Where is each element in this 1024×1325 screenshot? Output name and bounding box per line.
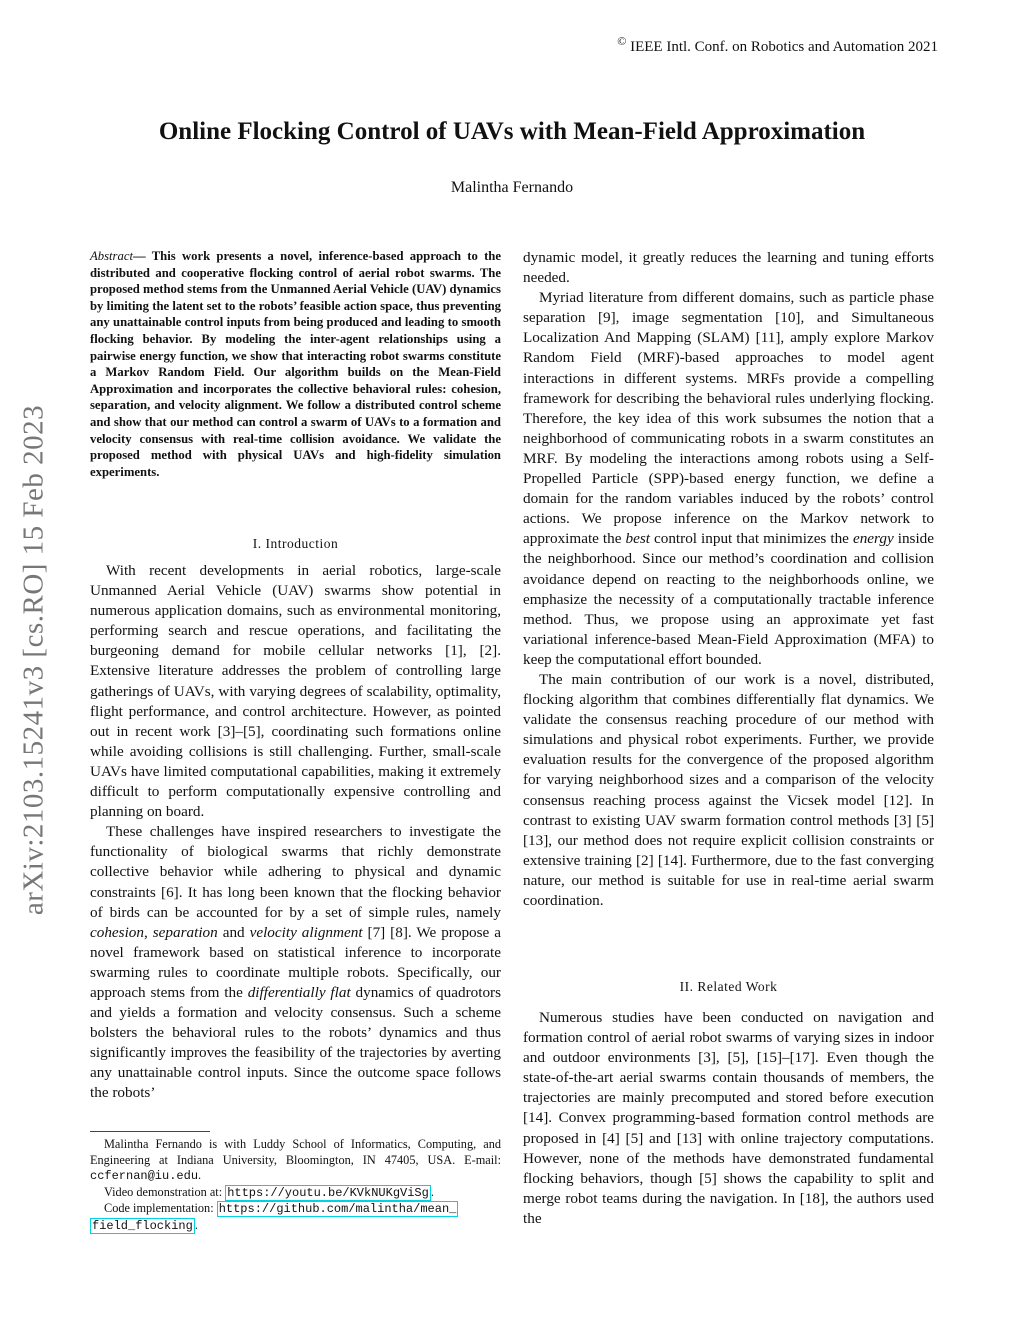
- code-link-continued[interactable]: field_flocking: [92, 1218, 193, 1233]
- abstract-text: — This work presents a novel, inference-based approach to the distributed and cooperative flocking control of aerial robot swarms. The proposed method stems from the Unmanned Aerial Vehicle (UAV) dynamics by limiting the latent set to the robots’ feasible action space, thus preventing any unattainable control inputs from being produced and leading to smooth flocking behavior. By modeling the inter-agent relationships using a pairwise energy function, we show that interacting robot swarms constitute a Markov Random Field. Our algorithm builds on the Mean-Field Approximation and incorporates the collective behavioral rules: cohesion, separation, and velocity alignment. We follow a distributed control scheme and show that our method can control a swarm of UAVs to a formation and velocity consensus with real-time collision avoidance. We validate the proposed method with physical UAVs and high-fidelity simulation experiments.: [90, 249, 501, 479]
- intro-p3-text-c: inside the neighborhood. Since our method’s coordination and collision avoidance depend on reacting to the neighborhoods online, we emphasize the necessity of a computationally tractable inference method. Thus, we propose using an approximate yet fast variational inference-based Mean-Field Approximation (MFA) to keep the computational effort bounded.: [523, 530, 935, 668]
- paper-title: Online Flocking Control of UAVs with Mean-Field Approximation: [158, 118, 866, 145]
- video-period: .: [430, 1184, 434, 1199]
- video-link[interactable]: https://youtu.be/KVkNUKgViSg: [227, 1185, 429, 1200]
- intro-paragraph-1: With recent developments in aerial robotics, large-scale Unmanned Aerial Vehicle (UAV) swarms show potential in numerous application domains, such as environmental monitoring, performing search and rescue operations, and facilitating the burgeoning demand for mobile cellular networks [1], [2]. Extensive literature addresses the problem of controlling large gatherings of UAVs, with varying degrees of scalability, optimality, flight performance, and control architecture. However, as pointed out in recent work [3]–[5], coordinating such formations online while avoiding collisions is still challenging. Further, small-scale UAVs have limited computational capabilities, making it extremely difficult to perform computationally expensive controlling and planning on board.: [90, 562, 501, 821]
- intro-paragraph-3: [523, 288, 934, 670]
- footnote-affiliation: [90, 1137, 501, 1185]
- copyright-symbol: ©: [617, 34, 627, 48]
- email-period: .: [198, 1168, 202, 1183]
- term-best: best: [625, 530, 650, 548]
- term-separation: separation: [152, 923, 218, 941]
- arxiv-stamp: arXiv:2103.15241v3 [cs.RO] 15 Feb 2023: [17, 404, 50, 916]
- term-velocity-alignment: velocity alignment: [249, 923, 363, 941]
- footnote: [90, 1137, 501, 1235]
- affiliation-text: Malintha Fernando is with Luddy School of Informatics, Computing, and Engineering at Indiana University, Bloomington, IN 47405, USA. E-mail:: [90, 1137, 501, 1167]
- abstract-label: Abstract: [90, 249, 133, 263]
- venue-header: [617, 34, 938, 56]
- intro-p3-text-a: Myriad literature from different domains, such as particle phase separation [9], image segmentation [10], and Simultaneous Localization And Mapping (SLAM) [11], amply explore Markov Random Field (MRF)-based approaches to model agent interactions in different systems. MRFs provide a compelling framework for describing the behavioral rules underlying flocking. Therefore, the key idea of this work subsumes the notion that a neighborhood of communicating robots in a swarm constitutes an MRF. By modeling the interactions among robots using a Self-Propelled Particle (SPP)-based energy function, we define a domain for the random variables induced by the robots’ control actions. We propose inference on the Markov network to approximate the: [523, 289, 934, 548]
- term-cohesion: cohesion: [90, 923, 144, 941]
- code-period: .: [194, 1217, 198, 1232]
- intro-paragraph-2-end: dynamic model, it greatly reduces the learning and tuning efforts needed.: [523, 249, 934, 287]
- abstract: [90, 248, 501, 480]
- intro-p2-text-b: [7] [8]. We propose a novel framework based on statistical inference to incorporate swarming rules to coordinate multiple robots. Specifically, our approach stems from the: [90, 923, 501, 1001]
- intro-p2-and: and: [217, 923, 250, 941]
- footnote-code: [90, 1201, 501, 1234]
- introduction-body-continued: [523, 248, 934, 911]
- introduction-body: [90, 561, 501, 1104]
- intro-p2-text-a: These challenges have inspired researchers to investigate the functionality of biological swarms that richly demonstrate collective behavior while adhering to physical and dynamic constraints [6]. It has long been known that the flocking behavior of birds can be accounted for by a set of simple rules, namely: [90, 823, 501, 921]
- related-paragraph-1: Numerous studies have been conducted on navigation and formation control of aerial robot swarms of varying sizes in indoor and outdoor environments [3], [5], [15]–[17]. Even though the state-of-the-art aerial swarms contain thousands of members, the trajectories are mainly precomputed and stored before execution [14]. Convex programming-based formation control methods are proposed in [4] [5] and [13] with online trajectory computations. However, none of the methods have demonstrated fundamental flocking behaviors, though [5] shows the capability to split and merge robot teams during the navigation. In [18], the authors used the: [523, 1009, 934, 1227]
- section-heading-related-work: II. Related Work: [679, 979, 778, 994]
- intro-p3-text-b: control input that minimizes the: [649, 530, 853, 548]
- author-name: Malintha Fernando: [450, 179, 574, 196]
- video-label: Video demonstration at:: [104, 1184, 226, 1199]
- term-energy: energy: [852, 530, 894, 548]
- related-work-body: [523, 1008, 934, 1229]
- code-link[interactable]: https://github.com/malintha/mean_: [218, 1202, 457, 1217]
- footnote-video: [90, 1185, 501, 1202]
- intro-p2-comma: ,: [144, 923, 153, 941]
- intro-paragraph-4: The main contribution of our work is a novel, distributed, flocking algorithm that combines differentially flat dynamics. We validate the consensus reaching procedure of our method with simulations and physical robot experiments. Further, we provide evaluation results for the convergence of the proposed algorithm for varying neighborhood sizes and a comparison of the velocity consensus reaching process against the Vicsek model [12]. In contrast to existing UAV swarm formation control methods [3] [5] [13], our method does not require explicit collision constraints or extensive training [2] [14]. Furthermore, due to the fast converging nature, our method is suitable for use in real-time aerial swarm coordination.: [523, 670, 934, 909]
- term-differentially-flat: differentially flat: [247, 983, 351, 1001]
- arxiv-sidebar: [12, 350, 56, 970]
- section-heading-introduction: I. Introduction: [252, 536, 339, 551]
- intro-p2-text-c: dynamics of quadrotors and yields a formation and velocity consensus. Such a scheme bolsters the behavioral rules to the robots’ dynamics and thus significantly improves the feasibility of the trajectories by averting any unattainable control inputs. Since the outcome space follows the robots’: [90, 983, 502, 1102]
- code-label: Code implementation:: [104, 1201, 217, 1216]
- email-link[interactable]: ccfernan@iu.edu: [90, 1169, 199, 1184]
- intro-paragraph-2: [90, 822, 501, 1103]
- footnote-rule: [90, 1131, 210, 1132]
- venue-text: IEEE Intl. Conf. on Robotics and Automation 2021: [630, 39, 938, 55]
